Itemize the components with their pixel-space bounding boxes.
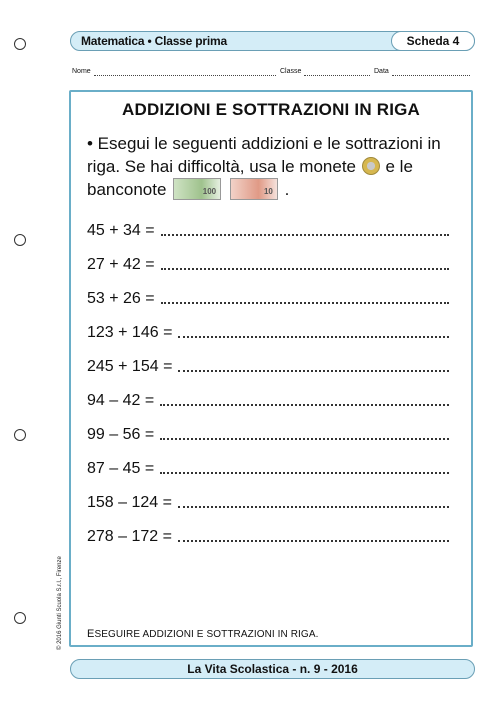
name-label: Nome <box>72 68 91 75</box>
instruction-end: . <box>284 180 290 199</box>
exercise-expression: 87 – 45 = <box>87 460 155 477</box>
binder-hole-3 <box>14 429 26 441</box>
exercise-row <box>87 358 449 376</box>
answer-line[interactable] <box>160 472 449 474</box>
exercise-expression: 45 + 34 = <box>87 222 155 239</box>
binder-hole-1 <box>14 38 26 50</box>
coin-icon <box>362 157 380 175</box>
learning-objective <box>87 628 318 640</box>
exercise-row <box>87 256 449 274</box>
exercise-expression: 94 – 42 = <box>87 392 155 409</box>
publication-footer: La Vita Scolastica - n. 9 - 2016 <box>70 659 475 679</box>
name-field[interactable] <box>94 75 276 76</box>
exercise-row <box>87 426 449 444</box>
student-info-line <box>72 68 472 80</box>
exercise-row <box>87 222 449 240</box>
exercise-row <box>87 460 449 478</box>
class-label: Classe <box>280 68 302 75</box>
instruction-text: • Esegui le seguenti addizioni e le sottrazioni in riga. Se hai difficoltà, usa le monete <box>87 134 441 176</box>
instructions <box>87 132 462 201</box>
exercise-row <box>87 324 449 342</box>
exercise-row <box>87 528 449 546</box>
exercise-expression: 53 + 26 = <box>87 290 155 307</box>
banknote-green-value: 100 <box>202 187 217 196</box>
banknote-red-icon <box>230 178 278 200</box>
learning-objective-text: SEGUIRE ADDIZIONI E SOTTRAZIONI IN RIGA. <box>94 629 319 640</box>
date-field[interactable] <box>392 75 470 76</box>
answer-line[interactable] <box>160 438 449 440</box>
header-bar <box>70 31 475 51</box>
exercise-expression: 123 + 146 = <box>87 324 173 341</box>
worksheet-title: ADDIZIONI E SOTTRAZIONI IN RIGA <box>121 100 421 119</box>
answer-line[interactable] <box>161 268 449 270</box>
exercise-expression: 99 – 56 = <box>87 426 155 443</box>
copyright-notice: © 2016 Giunti Scuola S.r.l., Firenze <box>57 556 63 650</box>
binder-hole-2 <box>14 234 26 246</box>
exercise-expression: 245 + 154 = <box>87 358 173 375</box>
exercise-expression: 158 – 124 = <box>87 494 172 511</box>
sheet-number: Scheda 4 <box>391 31 475 51</box>
answer-line[interactable] <box>178 506 449 508</box>
exercise-expression: 27 + 42 = <box>87 256 155 273</box>
date-label: Data <box>374 68 389 75</box>
learning-objective-initial: E <box>87 628 95 640</box>
answer-line[interactable] <box>178 370 449 372</box>
banknote-green-icon <box>173 178 221 200</box>
answer-line[interactable] <box>161 234 449 236</box>
exercise-row <box>87 290 449 308</box>
banknote-red-value: 10 <box>263 187 273 196</box>
answer-line[interactable] <box>178 336 449 338</box>
exercise-row <box>87 392 449 410</box>
exercise-row <box>87 494 449 512</box>
instruction-text-2: e le banconote <box>87 157 413 199</box>
answer-line[interactable] <box>161 302 449 304</box>
binder-hole-4 <box>14 612 26 624</box>
class-field[interactable] <box>304 75 370 76</box>
answer-line[interactable] <box>160 404 449 406</box>
worksheet-frame <box>69 90 473 647</box>
answer-line[interactable] <box>178 540 449 542</box>
exercise-expression: 278 – 172 = <box>87 528 172 545</box>
subject-label: Matematica • Classe prima <box>81 34 227 48</box>
